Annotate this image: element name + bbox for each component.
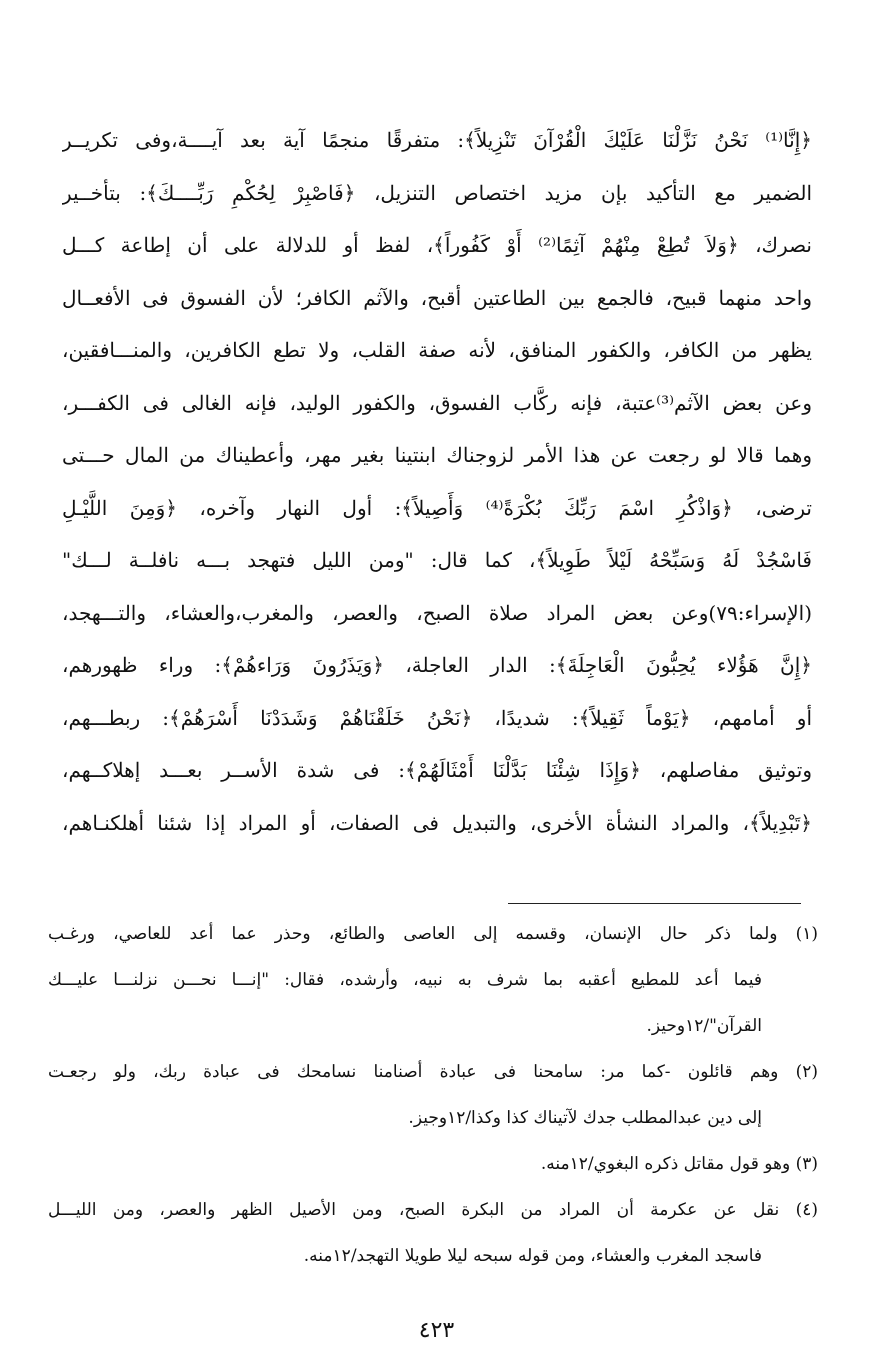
text-line: وهما قالا لو رجعت عن هذا الأمر لزوجناك ابنتينا بغير مهر، وأعطيناك من المال حـــتى [62, 443, 812, 467]
footnote-line: إلى دين عبدالمطلب جدك لآتيناك كذا وكذا/١٢وجيز. [408, 1108, 762, 1128]
text-line: يظهر من الكافر، والكفور المنافق، لأنه صفة القلب، ولا تطع الكافرين، والمنـــافقين، [62, 338, 812, 362]
main-text-block [62, 118, 812, 853]
text-line: الضمير مع التأكيد بإن مزيد اختصاص التنزيل، ﴿فَاصْبِرْ لِحُكْمِ رَبِّــــكَ﴾: بتأخــير [62, 180, 812, 205]
footnote-line: (٣) وهو قول مقاتل ذكره البغوي/١٢منه. [540, 1154, 818, 1174]
text-line: ﴿تَبْدِيلاً﴾، والمراد النشأة الأخرى، والتبديل فى الصفات، أو المراد إذا شئنا أهلكنـاهم، [62, 810, 812, 835]
text-line: أو أمامهم، ﴿يَوْماً ثَقِيلاً﴾: شديدًا، ﴿نَحْنُ خَلَقْنَاهُمْ وَشَدَدْنَا أَسْرَهُمْ﴾: ربطـــهم، [62, 705, 812, 730]
text-line: ﴿إِنَّا⁽¹⁾ نَحْنُ نَزَّلْنَا عَلَيْكَ الْقُرْآنَ تَنْزِيلاً﴾: متفرقًا منجمًا آية بعد آيــــة،وفى تكريــر [62, 128, 812, 152]
footnote-line: القرآن"/١٢وحيز. [646, 1016, 762, 1036]
page-number: ٤٢٣ [418, 1318, 455, 1343]
footnote-line: (٤) نقل عن عكرمة أن المراد من البكرة الصبح، ومن الأصيل الظهر والعصر، ومن الليـــل [48, 1200, 818, 1220]
footnote-line: (٢) وهم قائلون -كما مر: سامحنا فى عبادة أصنامنا نسامحك فى عبادة ربك، ولو رجعـت [48, 1062, 818, 1082]
text-line: ﴿إِنَّ هَؤُلاء يُحِبُّونَ الْعَاجِلَةَ﴾: الدار العاجلة، ﴿وَيَذَرُونَ وَرَاءهُمْ﴾: وراء ظهورهم، [62, 653, 812, 677]
footnotes-block [48, 912, 818, 1280]
text-line: وعن بعض الآثم⁽³⁾عتبة، فإنه ركَّاب الفسوق، والكفور الوليد، فإنه الغالى فى الكفـــر، [62, 390, 812, 415]
footnote-line: فاسجد المغرب والعشاء، ومن قوله سبحه ليلا طويلا التهجد/١٢منه. [303, 1246, 762, 1266]
text-line: وتوثيق مفاصلهم، ﴿وَإِذَا شِئْنَا بَدَّلْنَا أَمْثَالَهُمْ﴾: فى شدة الأســر بعـــد إهلاكــهم، [62, 758, 812, 782]
text-line: فَاسْجُدْ لَهُ وَسَبِّحْهُ لَيْلاً طَوِيلاً﴾، كما قال: "ومن الليل فتهجد بـــه نافلــة لـــك" [62, 548, 812, 572]
text-line: (الإسراء:٧٩)وعن بعض المراد صلاة الصبح، والعصر، والمغرب،والعشاء، والتـــهجد، [62, 600, 812, 625]
text-line: ترضى، ﴿وَاذْكُرِ اسْمَ رَبِّكَ بُكْرَةً⁽⁴⁾ وَأَصِيلاً﴾: أول النهار وآخره، ﴿وَمِنَ اللَّيْـلِ [62, 495, 812, 520]
footnote-separator [508, 903, 801, 904]
footnote-line: فيما أعد للمطيع أعقبه بما شرف به نبيه، وأرشده، فقال: "إنـــا نحـــن نزلنـــا عليـــك [48, 970, 762, 990]
text-line: نصرك، ﴿وَلاَ تُطِعْ مِنْهُمْ آثِمًا⁽²⁾ أَوْ كَفُوراً﴾، لفظ أو للدلالة على أن إطاعة كـــل [62, 233, 812, 257]
text-line: واحد منهما قبيح، فالجمع بين الطاعتين أقبح، والآثم الكافر؛ لأن الفسوق فى الأفعــال [62, 285, 812, 310]
footnote-line: (١) ولما ذكر حال الإنسان، وقسمه إلى العاصى والطائع، وحذر عما أعد للعاصي، ورغـب [48, 924, 818, 944]
